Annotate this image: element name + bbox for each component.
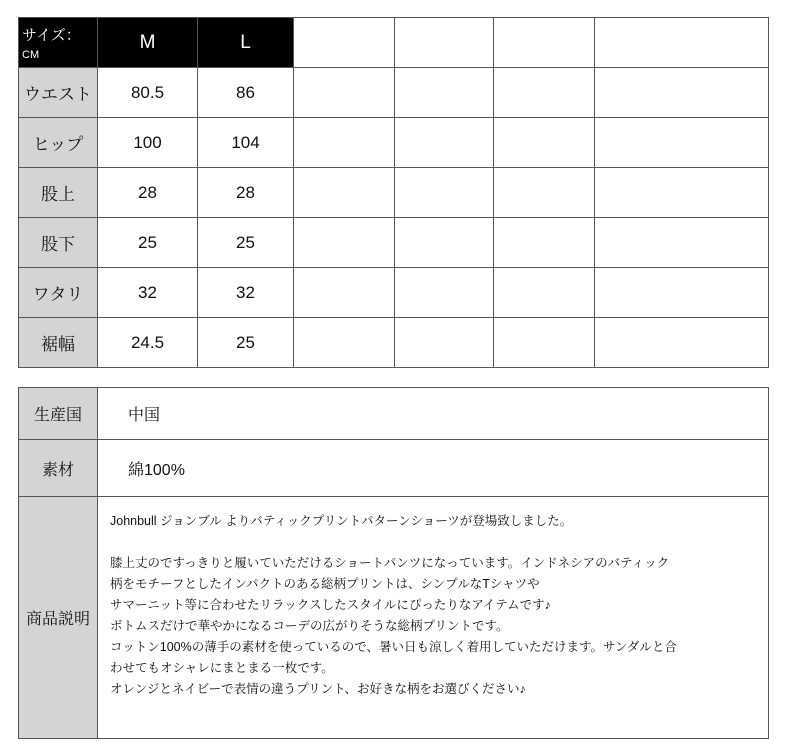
size-unit-label (19, 18, 98, 68)
hip-m-value: 100 (98, 118, 198, 168)
empty-cell (294, 118, 395, 168)
description-intro: Johnbull ジョンブル よりバティックプリントパターンショーツが登場致しました。 (110, 514, 573, 528)
empty-cell (494, 268, 595, 318)
empty-cell (595, 68, 769, 118)
description-line: ボトムスだけで華やかになるコーデの広がりそうな総柄プリントです。 (110, 619, 509, 633)
empty-cell (595, 118, 769, 168)
empty-cell (494, 18, 595, 68)
description-line: 膝上丈のですっきりと履いていただけるショートパンツになっています。インドネシアのバティック (110, 556, 670, 570)
description-line: わせてもオシャレにまとまる一枚です。 (110, 661, 334, 675)
description-line: オレンジとネイビーで表情の違うプリント、お好きな柄をお選びください♪ (110, 682, 526, 696)
size-chart-table (18, 17, 769, 368)
empty-cell (294, 318, 395, 368)
material-label: 素材 (19, 440, 98, 497)
empty-cell (494, 118, 595, 168)
product-info-table (18, 387, 769, 739)
size-column-m: M (98, 18, 198, 68)
empty-cell (395, 68, 494, 118)
empty-cell (494, 68, 595, 118)
row-label-inseam: 股下 (19, 218, 98, 268)
material-value: 綿100% (98, 440, 769, 497)
empty-cell (294, 18, 395, 68)
size-unit-text: CM (22, 48, 40, 61)
description-line: サマーニット等に合わせたリラックスしたスタイルにぴったりなアイテムです♪ (110, 598, 551, 612)
description-line: 柄をモチーフとしたインパクトのある総柄プリントは、シンプルなTシャツや (110, 577, 540, 591)
description-row (19, 497, 769, 739)
empty-cell (494, 318, 595, 368)
empty-cell (494, 218, 595, 268)
description-text (98, 497, 769, 739)
row-label-waist: ウエスト (19, 68, 98, 118)
empty-cell (595, 268, 769, 318)
size-row-hip (19, 118, 769, 168)
origin-value: 中国 (98, 388, 769, 440)
empty-cell (395, 218, 494, 268)
origin-label: 生産国 (19, 388, 98, 440)
empty-cell (595, 18, 769, 68)
size-row-rise (19, 168, 769, 218)
paragraph-gap (110, 532, 768, 553)
size-column-l: L (198, 18, 294, 68)
description-label: 商品説明 (19, 497, 98, 739)
inseam-l-value: 25 (198, 218, 294, 268)
empty-cell (395, 318, 494, 368)
rise-m-value: 28 (98, 168, 198, 218)
description-line: コットン100%の薄手の素材を使っているので、暑い日も涼しく着用していただけます。サンダルと合 (110, 640, 677, 654)
waist-l-value: 86 (198, 68, 294, 118)
empty-cell (395, 168, 494, 218)
empty-cell (494, 168, 595, 218)
rise-l-value: 28 (198, 168, 294, 218)
origin-row (19, 388, 769, 440)
hem-m-value: 24.5 (98, 318, 198, 368)
empty-cell (294, 168, 395, 218)
size-row-waist (19, 68, 769, 118)
inseam-m-value: 25 (98, 218, 198, 268)
empty-cell (395, 118, 494, 168)
empty-cell (595, 218, 769, 268)
row-label-hip: ヒップ (19, 118, 98, 168)
size-row-hem (19, 318, 769, 368)
thigh-l-value: 32 (198, 268, 294, 318)
size-row-thigh (19, 268, 769, 318)
empty-cell (395, 18, 494, 68)
size-header-row (19, 18, 769, 68)
waist-m-value: 80.5 (98, 68, 198, 118)
material-row (19, 440, 769, 497)
size-row-inseam (19, 218, 769, 268)
empty-cell (294, 68, 395, 118)
thigh-m-value: 32 (98, 268, 198, 318)
hip-l-value: 104 (198, 118, 294, 168)
empty-cell (294, 218, 395, 268)
size-label-text: サイズ： (22, 26, 81, 44)
row-label-rise: 股上 (19, 168, 98, 218)
empty-cell (595, 168, 769, 218)
row-label-hem: 裾幅 (19, 318, 98, 368)
empty-cell (595, 318, 769, 368)
empty-cell (395, 268, 494, 318)
empty-cell (294, 268, 395, 318)
row-label-thigh: ワタリ (19, 268, 98, 318)
hem-l-value: 25 (198, 318, 294, 368)
